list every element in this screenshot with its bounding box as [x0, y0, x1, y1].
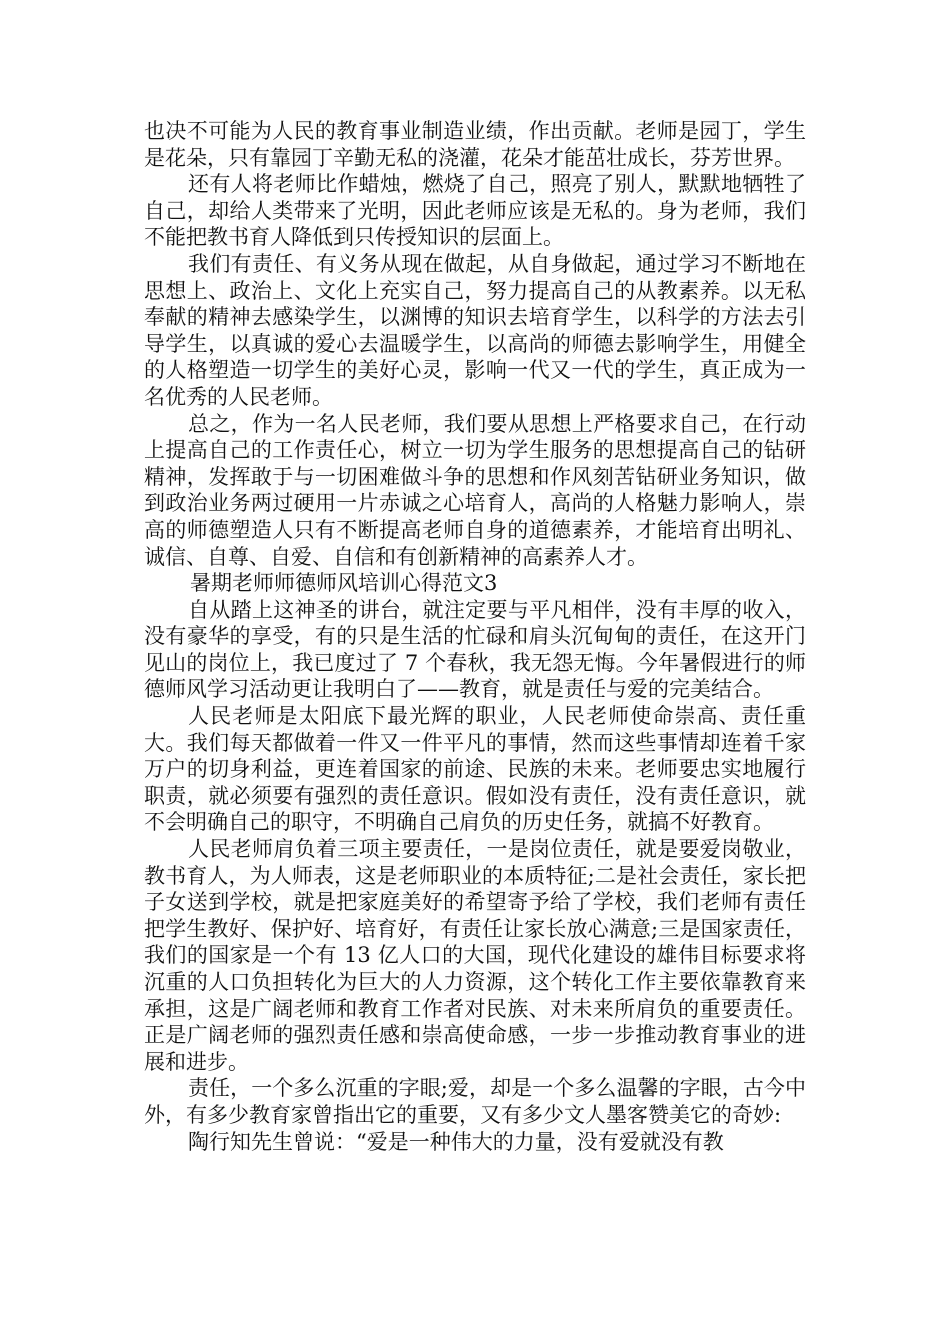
paragraph-continuation: 也决不可能为人民的教育事业制造业绩，作出贡献。老师是园丁，学生是花朵，只有靠园丁辛勤无私的浇灌，花朵才能茁壮成长，芬芳世界。 [144, 119, 806, 170]
paragraph-conclusion: 总之，作为一名人民老师，我们要从思想上严格要求自己，在行动上提高自己的工作责任心，树立一切为学生服务的思想提高自己的钻研精神，发挥敢于与一切困难做斗争的思想和作风刻苦钻研业务知识，做到政治业务两过硬用一片赤诚之心培育人，高尚的人格魅力影响人，崇高的师德塑造人只有不断提高老师自身的道德素养，才能培育出明礼、诚信、自尊、自爱、自信和有创新精神的高素养人才。 [144, 411, 806, 569]
paragraph-profession: 人民老师是太阳底下最光辉的职业，人民老师使命崇高、责任重大。我们每天都做着一件又一件平凡的事情，然而这些事情却连着千家万户的切身利益，更连着国家的前途、民族的未来。老师要忠实地履行职责，就必须要有强烈的责任意识。假如没有责任，没有责任意识，就不会明确自己的职守，不明确自己肩负的历史任务，就搞不好教育。 [144, 704, 806, 835]
paragraph-podium: 自从踏上这神圣的讲台，就注定要与平凡相伴，没有丰厚的收入，没有豪华的享受，有的只是生活的忙碌和肩头沉甸甸的责任，在这开门见山的岗位上，我已度过了 7 个春秋，我无怨无悔。今年暑假进行的师德师风学习活动更让我明白了——教育，就是责任与爱的完美结合。 [144, 597, 806, 702]
paragraph-three-duties: 人民老师肩负着三项主要责任，一是岗位责任，就是要爱岗敬业，教书育人，为人师表，这是老师职业的本质特征;二是社会责任，家长把子女送到学校，就是把家庭美好的希望寄予给了学校，我们老师有责任把学生教好、保护好、培育好，有责任让家长放心满意;三是国家责任，我们的国家是一个有 13 亿人口的大国，现代化建设的雄伟目标要求将沉重的人口负担转化为巨大的人力资源，这个转化工作主要依靠教育来承担，这是广阔老师和教育工作者对民族、对未来所肩负的重要责任。正是广阔老师的强烈责任感和崇高使命感，一步一步推动教育事业的进展和进步。 [144, 837, 806, 1074]
paragraph-love: 责任，一个多么沉重的字眼;爱，却是一个多么温馨的字眼，古今中外，有多少教育家曾指出它的重要，又有多少文人墨客赞美它的奇妙: [144, 1076, 806, 1127]
paragraph-quote: 陶行知先生曾说：“爱是一种伟大的力量，没有爱就没有教 [188, 1129, 724, 1154]
section-heading: 暑期老师师德师风培训心得范文3 [190, 571, 498, 596]
paragraph-candle: 还有人将老师比作蜡烛，燃烧了自己，照亮了别人，默默地牺牲了自己，却给人类带来了光明，因此老师应该是无私的。身为老师，我们不能把教书育人降低到只传授知识的层面上。 [144, 172, 806, 250]
paragraph-responsibility: 我们有责任、有义务从现在做起，从自身做起，通过学习不断地在思想上、政治上、文化上充实自己，努力提高自己的从教素养。以无私奉献的精神去感染学生，以渊博的知识去培育学生，以科学的方法去引导学生，以真诚的爱心去温暖学生，以高尚的师德去影响学生，用健全的人格塑造一切学生的美好心灵，影响一代又一代的学生，真正成为一名优秀的人民老师。 [144, 251, 806, 409]
document-page [144, 118, 806, 1155]
